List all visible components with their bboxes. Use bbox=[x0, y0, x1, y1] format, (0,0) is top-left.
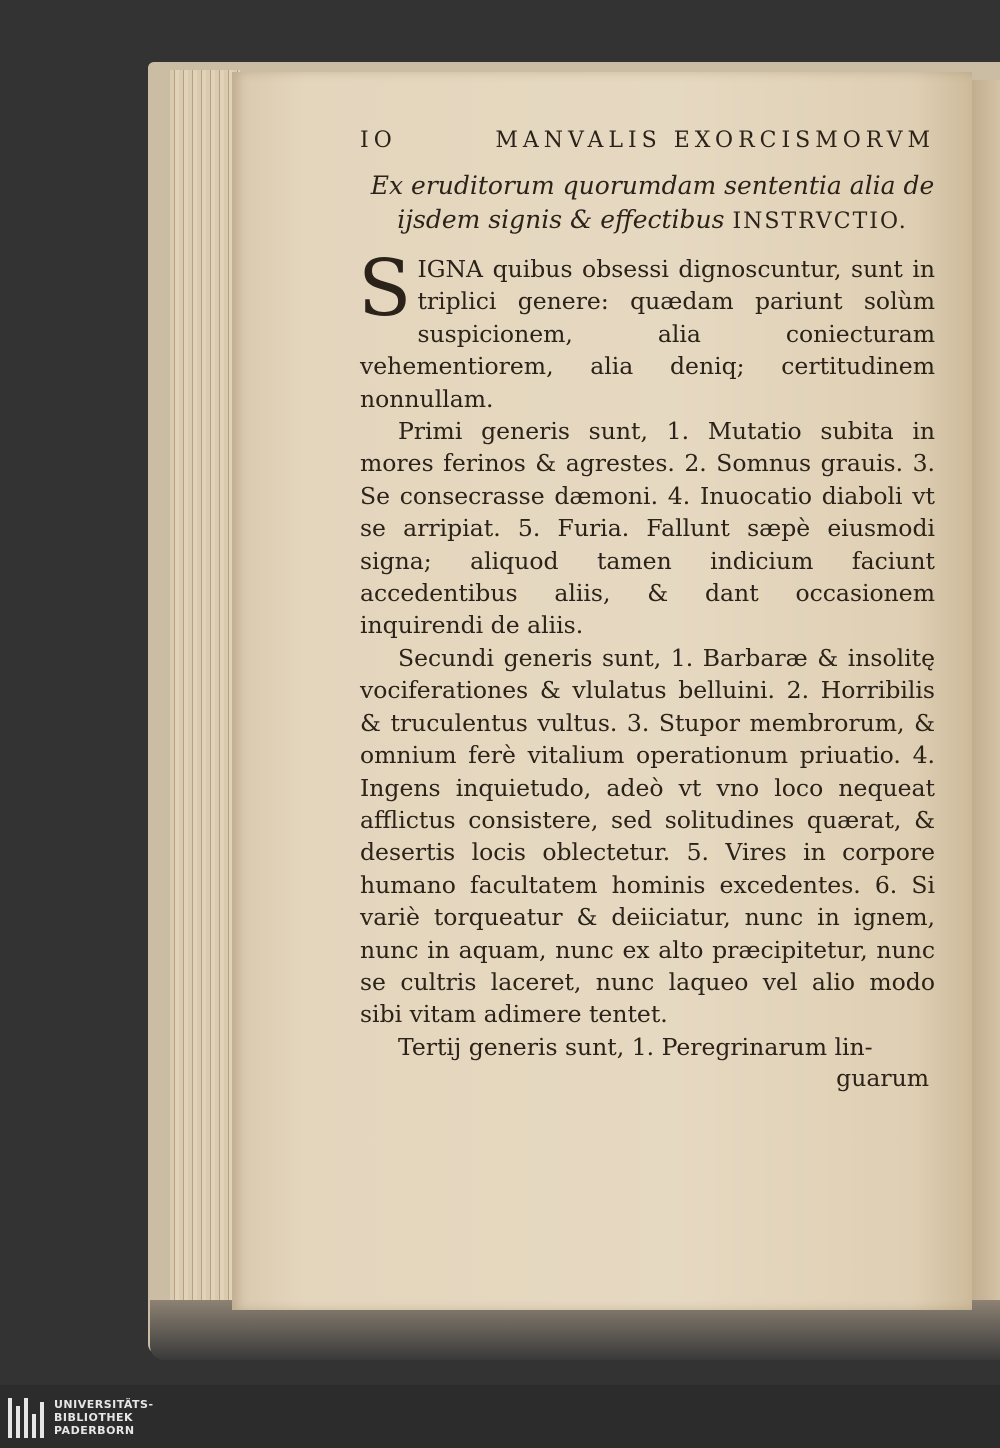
catchword: guarum bbox=[836, 1064, 929, 1093]
heading-smallcaps: INSTRVCTIO. bbox=[732, 209, 908, 234]
library-logo-text bbox=[54, 1398, 154, 1437]
logo-line-1: UNIVERSITÄTS- bbox=[54, 1398, 154, 1411]
running-head bbox=[360, 128, 935, 153]
logo-line-3: PADERBORN bbox=[54, 1424, 135, 1437]
paragraph-3: Secundi generis sunt, 1. Barbaræ & insolitę vociferationes & vlulatus belluini. 2. Horribilis & truculentus vultus. 3. Stupor membrorum, & omnium ferè vitalium operationum priuatio. 4. Ingens inquietudo, adeò vt vno loco nequeat afflictus consistere, sed solitudines quærat, & desertis locis oblectetur. 5. Vires in corpore humano facultatem hominis excedentes. 6. Si variè torqueatur & deiiciatur, nunc in ignem, nunc in aquam, nunc ex alto præcipitetur, nunc se cultris laceret, nunc laqueo vel alio modo sibi vitam adimere tentet. bbox=[360, 643, 935, 1029]
paragraph-2: Primi generis sunt, 1. Mutatio subita in mores ferinos & agrestes. 2. Somnus grauis. 3. Se consecrasse dæmoni. 4. Inuocatio diaboli vt se arripiat. 5. Furia. Fallunt sæpè eiusmodi signa; aliquod tamen indicium faciunt accedentibus aliis, & dant occasionem inquirendi de aliis. bbox=[360, 417, 935, 640]
paragraph-1-text: IGNA quibus obsessi dignoscuntur, sunt in triplici genere: quædam pariunt solùm suspicionem, alia coniecturam vehementiorem, alia deniq; certitudinem nonnullam. bbox=[360, 255, 935, 413]
page-number: IO bbox=[360, 128, 397, 153]
running-title: MANVALIS EXORCISMORVM bbox=[495, 128, 935, 153]
logo-line-2: BIBLIOTHEK bbox=[54, 1411, 134, 1424]
paragraph-1 bbox=[358, 244, 935, 415]
drop-cap: S bbox=[358, 244, 412, 334]
page-text-block bbox=[360, 128, 935, 1093]
page-edges bbox=[170, 70, 240, 1320]
paragraph-4: Tertij generis sunt, 1. Peregrinarum lin- bbox=[398, 1032, 873, 1061]
library-logo-icon bbox=[6, 1396, 46, 1446]
heading-line-2 bbox=[370, 203, 935, 239]
heading-line-2-italic: ijsdem signis & effectibus bbox=[397, 205, 725, 234]
body-text bbox=[358, 244, 935, 1063]
heading-line-1: Ex eruditorum quorumdam sententia alia de bbox=[370, 171, 935, 200]
section-heading bbox=[360, 169, 935, 239]
